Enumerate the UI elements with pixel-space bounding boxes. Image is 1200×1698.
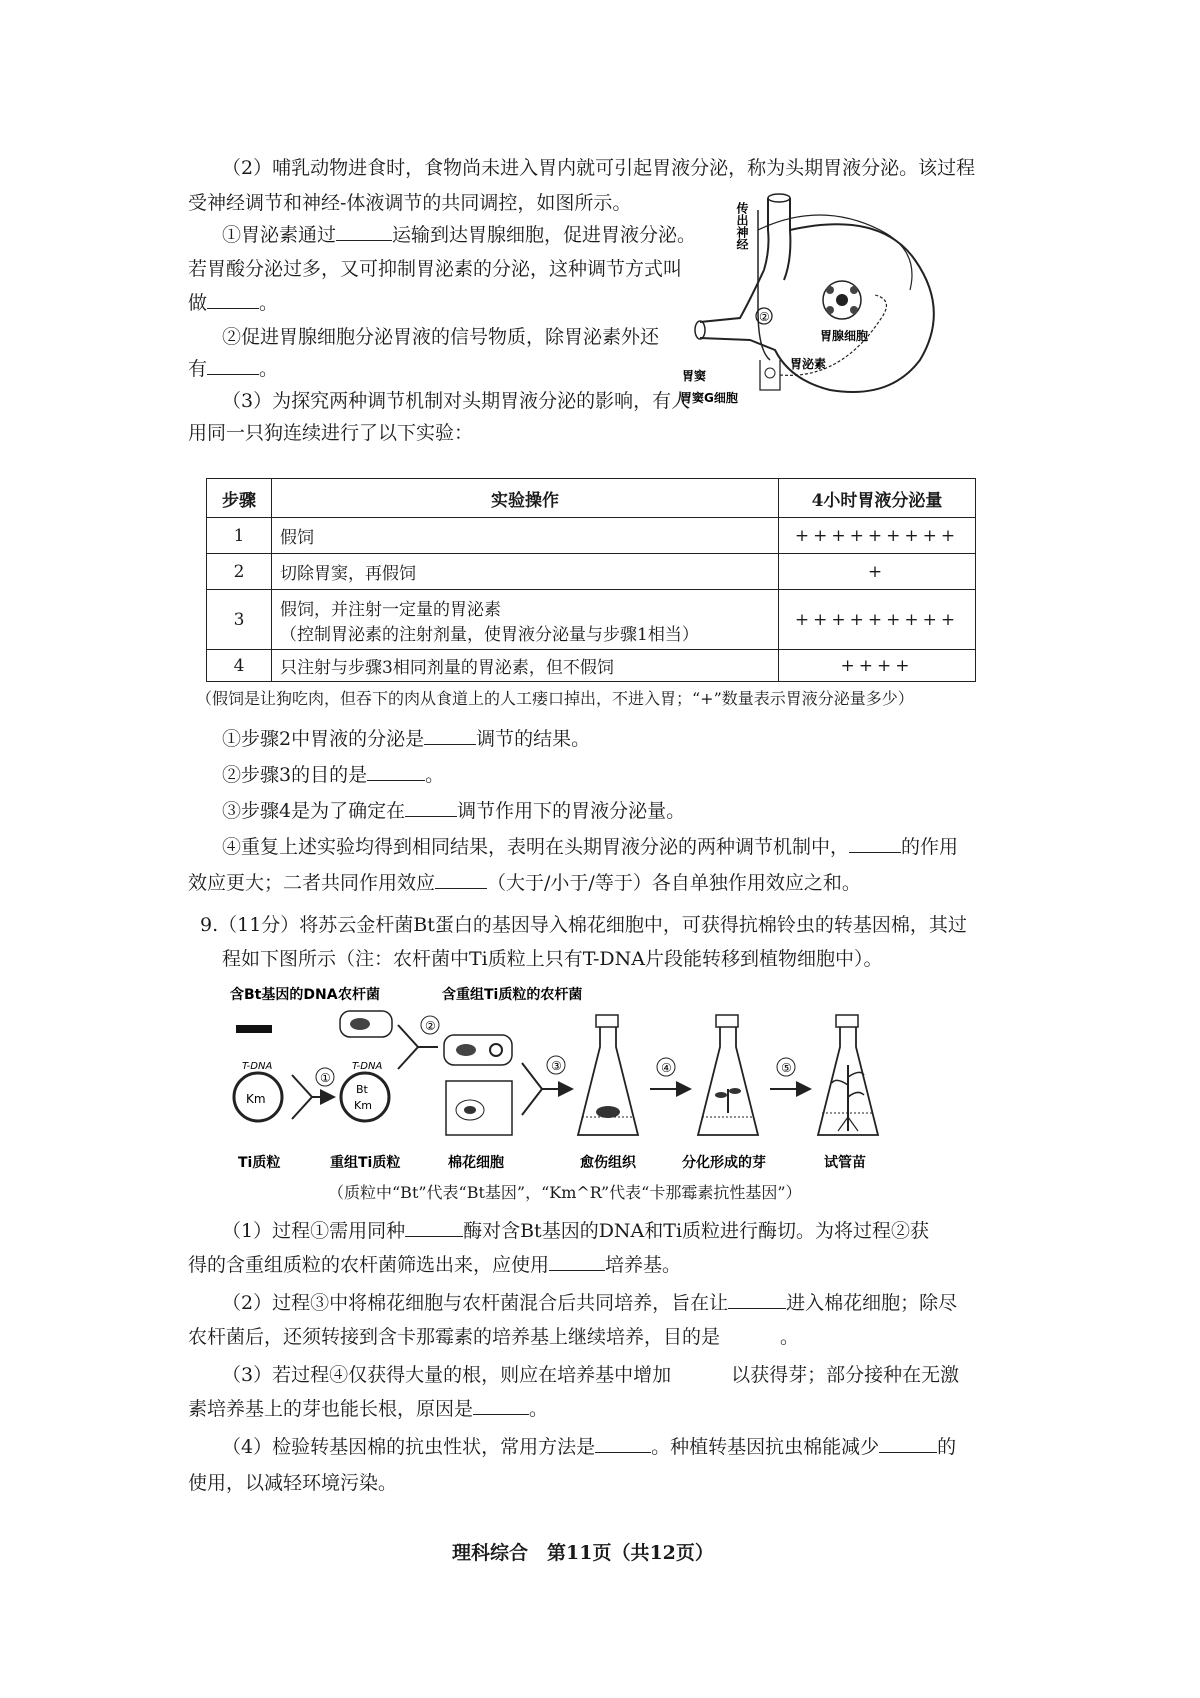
answer-blank[interactable]: [549, 1252, 605, 1271]
step-cell: 2: [207, 554, 272, 590]
q9-line1: 9.（11分）将苏云金杆菌Bt蛋白的基因导入棉花细胞中，可获得抗棉铃虫的转基因棉，其过: [200, 914, 967, 936]
bud-flask-icon: [698, 1015, 758, 1135]
gland-cell-label: 胃腺细胞: [820, 329, 869, 343]
q8-s4-line2: 效应更大；二者共同作用效应 （大于/小于/等于）各自单独作用效应之和。: [188, 872, 861, 894]
bt-dna-fragment: [236, 1025, 272, 1033]
header-amount: 4小时胃液分泌量: [779, 479, 976, 518]
recomb-ti-label: 重组Ti质粒: [330, 1155, 401, 1171]
step-cell: 4: [207, 650, 272, 682]
step-3-marker: ③: [551, 1059, 562, 1073]
agro-recomb-label: 含重组Ti质粒的农杆菌: [442, 987, 583, 1003]
cotton-cell-label: 棉花细胞: [448, 1155, 504, 1171]
tdna-label: T-DNA: [242, 1061, 273, 1072]
table-row: [207, 554, 976, 590]
q9-line2: 程如下图所示（注：农杆菌中Ti质粒上只有T-DNA片段能转移到植物细胞中）。: [222, 948, 883, 970]
step-5-marker: ⑤: [781, 1061, 792, 1075]
q9-p1-line2: 得的含重组质粒的农杆菌筛选出来，应使用 培养基。: [188, 1254, 682, 1276]
q8-p2a-line2: 若胃酸分泌过多，又可抑制胃泌素的分泌，这种调节方式叫: [188, 258, 683, 280]
amount-cell: +: [779, 554, 976, 590]
antrum-label: 胃窦: [682, 369, 707, 383]
answer-blank[interactable]: [207, 356, 259, 375]
q8-p2b-line2: 有 。: [188, 358, 279, 380]
answer-blank[interactable]: [595, 1434, 651, 1453]
amount-cell: +++++++++: [779, 518, 976, 554]
q9-p4-line2: 使用，以减轻环境污染。: [188, 1472, 398, 1494]
step-2-marker: ②: [759, 310, 770, 324]
answer-blank[interactable]: [367, 762, 425, 781]
callus-flask-icon: [578, 1015, 638, 1135]
operation-cell: 只注射与步骤3相同剂量的胃泌素，但不假饲: [272, 650, 779, 682]
answer-blank[interactable]: [336, 222, 392, 241]
table-note: （假饲是让狗吃肉，但吞下的肉从食道上的人工瘘口掉出，不进入胃；“+”数量表示胃液分泌量多少）: [196, 689, 914, 708]
seedling-flask-icon: [818, 1015, 878, 1135]
answer-blank[interactable]: [473, 1396, 529, 1415]
nerve-label: 传出神经: [735, 202, 749, 250]
q9-p3-line2: 素培养基上的芽也能长根，原因是 。: [188, 1398, 549, 1420]
q8-p3-line1: （3）为探究两种调节机制对头期胃液分泌的影响，有人: [222, 390, 691, 412]
gastrin-label: 胃泌素: [790, 357, 827, 371]
answer-blank[interactable]: [405, 1218, 463, 1237]
header-step: 步骤: [207, 479, 272, 518]
q9-p2-line1: （2）过程③中将棉花细胞与农杆菌混合后共同培养，旨在让 进入棉花细胞；除尽: [222, 1292, 958, 1314]
figure-note: （质粒中“Bt”代表“Bt基因”，“Km^R”代表“卡那霉素抗性基因”）: [328, 1183, 802, 1202]
q9-p1-line1: （1）过程①需用同种 酶对含Bt基因的DNA和Ti质粒进行酶切。为将过程②获: [222, 1220, 930, 1242]
step-1-marker: ①: [320, 1071, 331, 1085]
header-operation: 实验操作: [272, 479, 779, 518]
q8-p2b-line1: ②促进胃腺细胞分泌胃液的信号物质，除胃泌素外还: [222, 326, 660, 348]
table-row: [207, 518, 976, 554]
answer-blank[interactable]: [849, 834, 901, 853]
amount-cell: ++++: [779, 650, 976, 682]
answer-blank[interactable]: [405, 798, 457, 817]
seedling-label: 试管苗: [824, 1155, 866, 1171]
q9-p3-line1: （3）若过程④仅获得大量的根，则应在培养基中增加 以获得芽；部分接种在无激: [222, 1364, 960, 1386]
step-cell: 3: [207, 590, 272, 650]
bt-label: Bt: [356, 1083, 368, 1096]
q8-p3-line2: 用同一只狗连续进行了以下实验：: [188, 422, 474, 444]
g-cell-label: 胃窦G细胞: [680, 391, 738, 405]
stomach-diagram: [680, 190, 965, 415]
q9-p4-line1: （4）检验转基因棉的抗虫性状，常用方法是 。种植转基因抗虫棉能减少 的: [222, 1436, 957, 1458]
transgenic-process-figure: [230, 985, 990, 1185]
answer-blank[interactable]: [879, 1434, 937, 1453]
table-header-row: [207, 479, 976, 518]
bud-label: 分化形成的芽: [682, 1155, 766, 1171]
table-row: [207, 650, 976, 682]
answer-blank[interactable]: [207, 290, 259, 309]
km-label: Km: [246, 1092, 266, 1106]
operation-cell: 切除胃窦，再假饲: [272, 554, 779, 590]
tdna-label: T-DNA: [352, 1061, 383, 1072]
table-row: [207, 590, 976, 650]
q8-s2: ②步骤3的目的是 。: [222, 764, 445, 786]
callus-label: 愈伤组织: [580, 1155, 636, 1171]
q9-p2-line2: 农杆菌后，还须转接到含卡那霉素的培养基上继续培养，目的是 。: [188, 1326, 800, 1348]
q8-s3: ③步骤4是为了确定在 调节作用下的胃液分泌量。: [222, 800, 686, 822]
operation-cell: 假饲: [272, 518, 779, 554]
page-footer: 理科综合 第11页（共12页）: [452, 1542, 714, 1564]
step-4-marker: ④: [661, 1061, 672, 1075]
bt-dna-label: 含Bt基因的DNA: [230, 987, 338, 1003]
q8-p2-line1: （2）哺乳动物进食时，食物尚未进入胃内就可引起胃液分泌，称为头期胃液分泌。该过程: [222, 157, 976, 179]
q8-p2a-line3: 做 。: [188, 292, 279, 314]
experiment-table: [206, 478, 976, 682]
recombinant-plasmid-icon: [341, 1073, 389, 1121]
answer-blank[interactable]: [424, 726, 476, 745]
q8-p2a-line1: ①胃泌素通过 运输到达胃腺细胞，促进胃液分泌。: [222, 224, 697, 246]
km-label: Km: [354, 1099, 372, 1112]
amount-cell: +++++++++: [779, 590, 976, 650]
step-2-marker: ②: [425, 1019, 436, 1033]
agro-label: 农杆菌: [338, 987, 380, 1003]
q8-s4-line1: ④重复上述实验均得到相同结果，表明在头期胃液分泌的两种调节机制中， 的作用: [222, 836, 959, 858]
answer-blank[interactable]: [435, 870, 487, 889]
operation-cell: 假饲，并注射一定量的胃泌素 （控制胃泌素的注射剂量，使胃液分泌量与步骤1相当）: [272, 590, 779, 650]
answer-blank[interactable]: [728, 1290, 786, 1309]
ti-label: Ti质粒: [238, 1155, 281, 1171]
q8-s1: ①步骤2中胃液的分泌是 调节的结果。: [222, 728, 591, 750]
q8-p2-line2: 受神经调节和神经-体液调节的共同调控，如图所示。: [188, 192, 632, 214]
step-cell: 1: [207, 518, 272, 554]
